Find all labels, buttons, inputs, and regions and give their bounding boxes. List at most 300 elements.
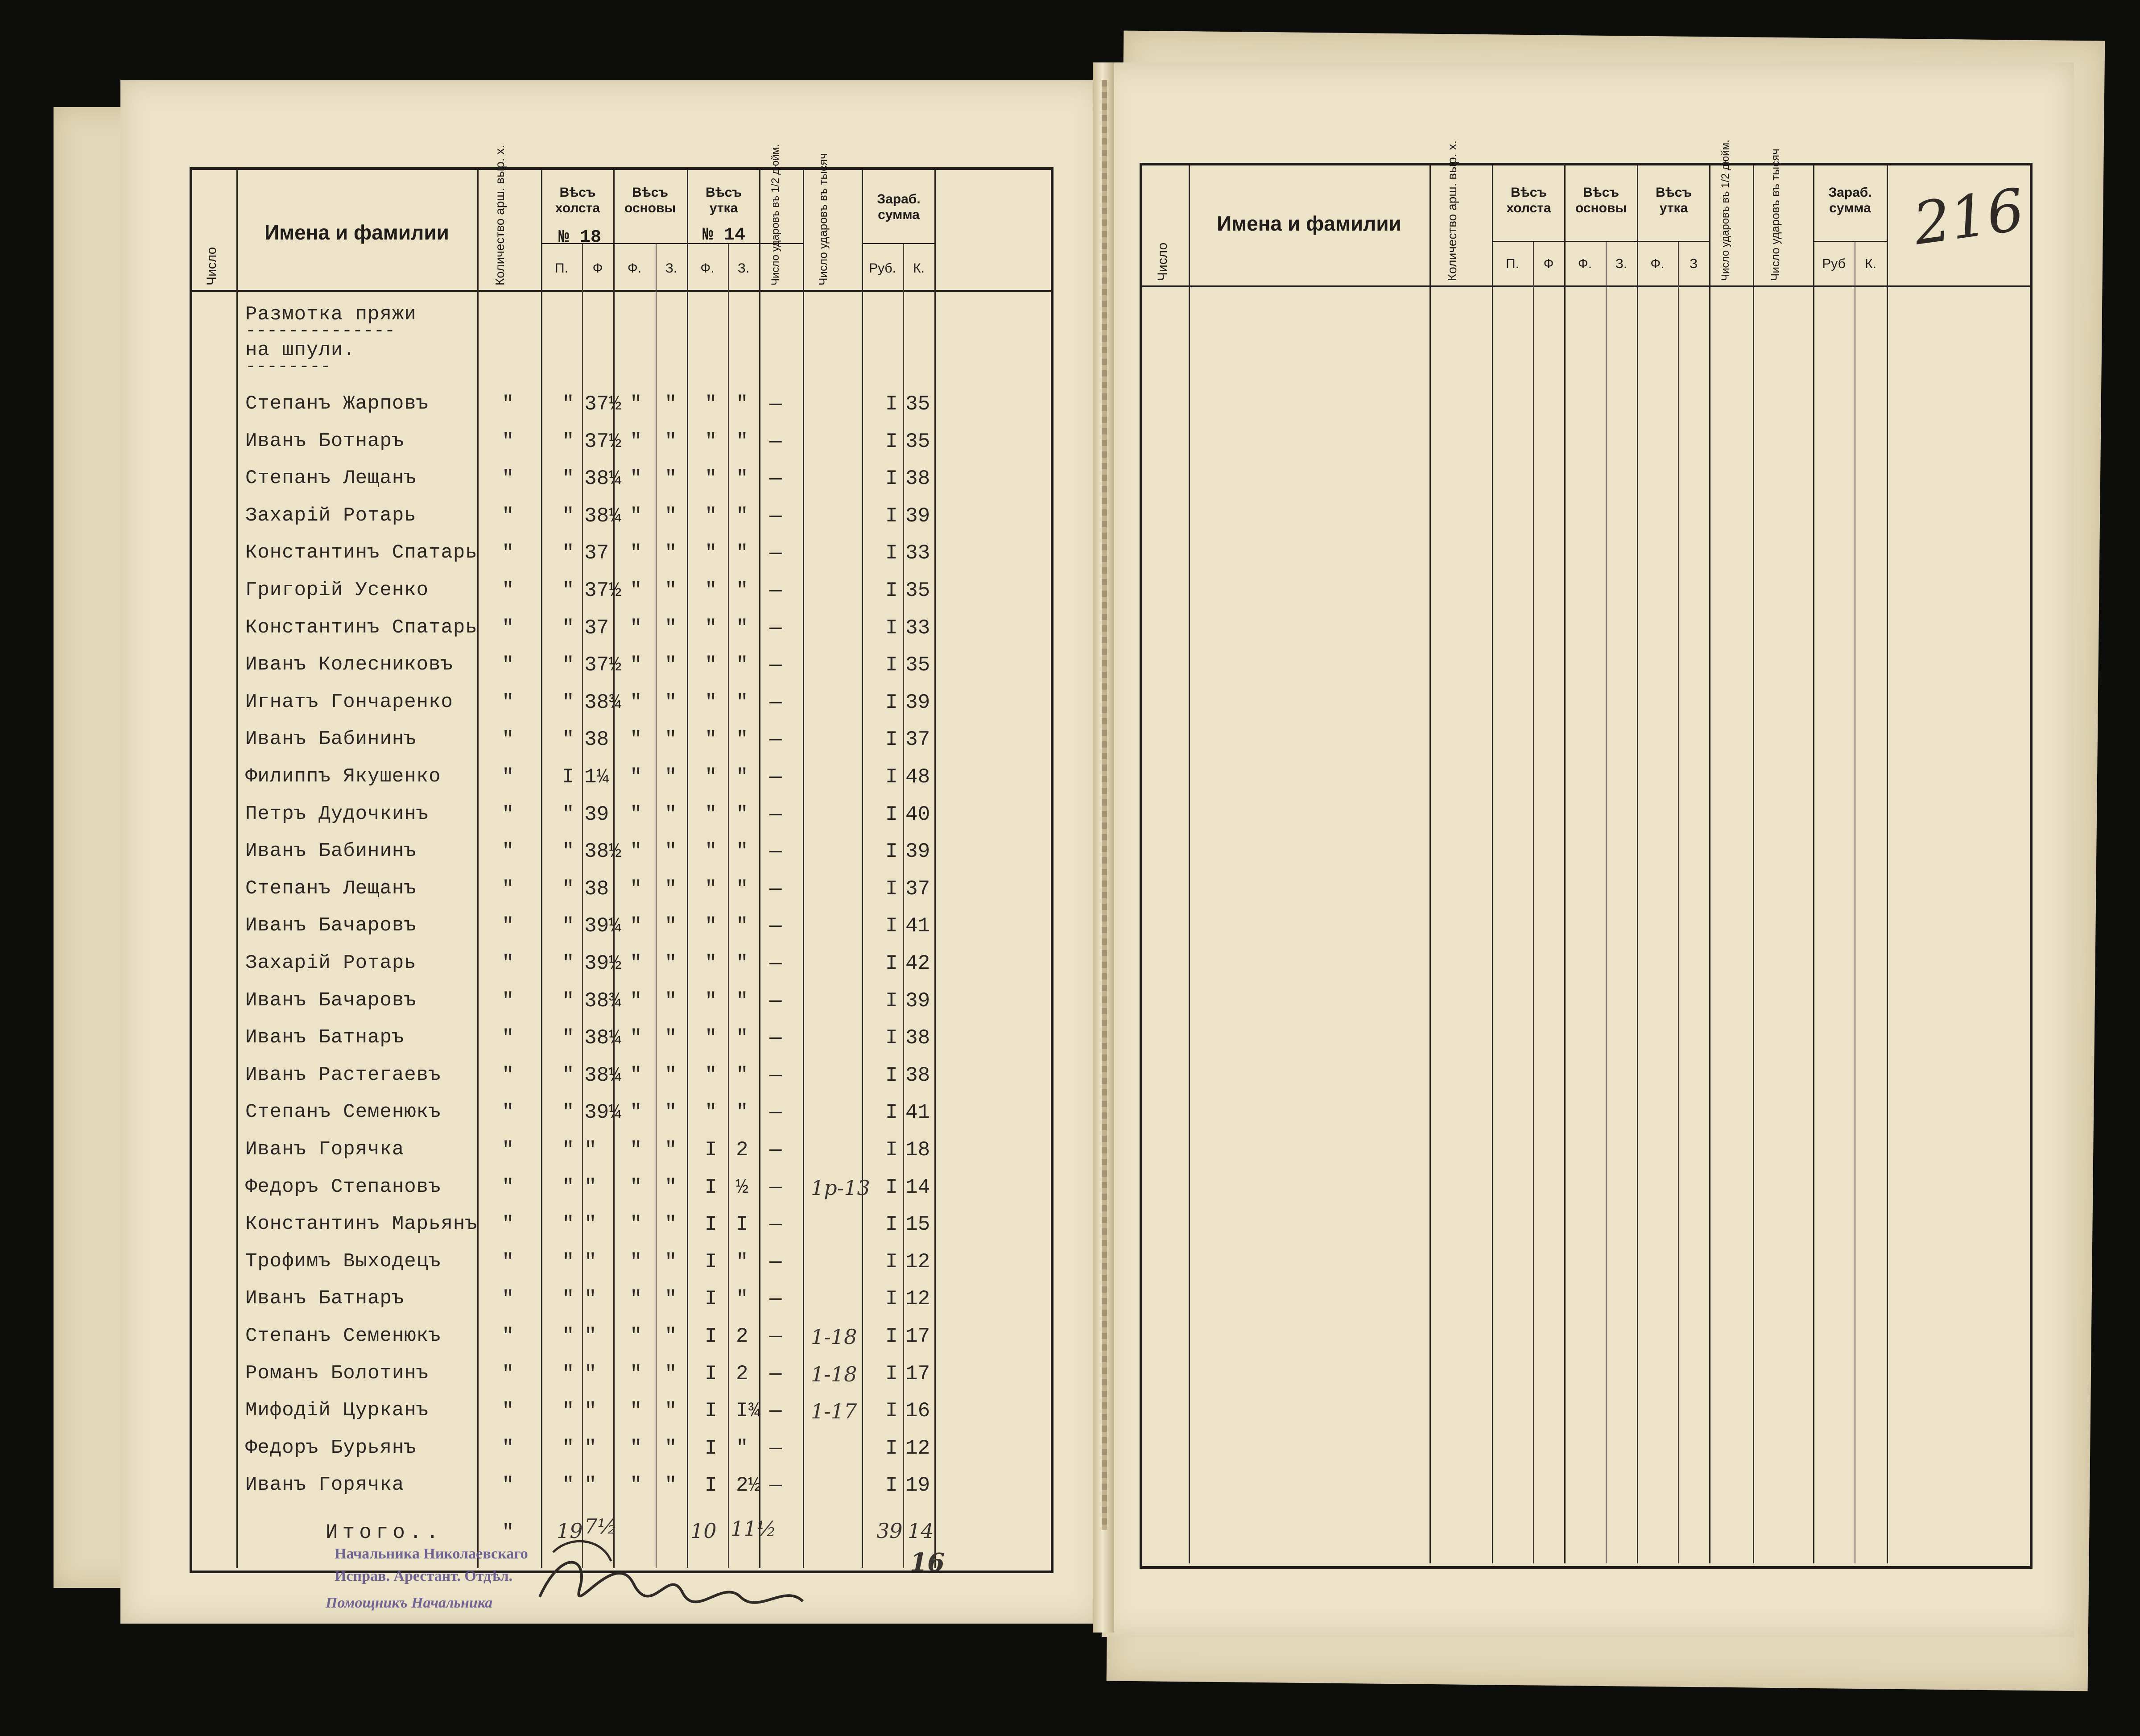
signature-scribble	[535, 1530, 812, 1628]
right-col-line	[1813, 165, 1814, 1563]
row-rub: I	[885, 765, 898, 789]
row-f3: "	[705, 877, 717, 901]
row-p: "	[562, 728, 574, 752]
row-half: —	[769, 1101, 782, 1124]
row-f3: I	[705, 1474, 717, 1497]
row-qty: "	[502, 1063, 514, 1087]
left-sub-z1: З.	[665, 261, 678, 276]
row-f3: "	[705, 430, 717, 453]
right-sub-p: П.	[1506, 256, 1519, 271]
row-f: "	[584, 1250, 597, 1273]
row-p: "	[562, 802, 574, 826]
row-z2: "	[736, 802, 748, 826]
row-f3: I	[705, 1250, 717, 1273]
row-qty: "	[502, 1250, 514, 1273]
row-qty: "	[502, 989, 514, 1013]
row-qty: "	[502, 914, 514, 938]
office-stamp-line1: Начальника Николаевскаго	[335, 1546, 528, 1562]
row-qty: "	[502, 1026, 514, 1050]
row-z: "	[665, 616, 677, 640]
left-header-warp-weight: Вѣсъ основы	[624, 185, 676, 215]
right-col-line	[1678, 241, 1679, 1563]
row-z: "	[665, 802, 677, 826]
row-f2: "	[630, 914, 642, 938]
row-z: "	[665, 1101, 677, 1124]
row-kop: 16	[905, 1399, 930, 1423]
row-qty: "	[502, 430, 514, 453]
total-qty: "	[502, 1521, 514, 1544]
row-p: "	[562, 952, 574, 975]
right-header-warp-weight: Вѣсъ основы	[1575, 185, 1627, 215]
row-name: Петръ Дудочкинъ	[245, 802, 429, 825]
row-half: —	[769, 1325, 782, 1348]
row-rub: I	[885, 877, 898, 901]
row-half: —	[769, 1436, 782, 1460]
row-rub: I	[885, 728, 898, 752]
row-f3: "	[705, 952, 717, 975]
row-f2: "	[630, 504, 642, 528]
row-f2: "	[630, 952, 642, 975]
row-f3: "	[705, 467, 717, 491]
left-sub-k: К.	[913, 261, 925, 276]
row-z: "	[665, 690, 677, 714]
row-z2: "	[736, 1063, 748, 1087]
total-kop: 14	[908, 1519, 934, 1543]
row-half: —	[769, 1213, 782, 1236]
binding-thread	[1102, 80, 1107, 1530]
right-col-line	[1492, 165, 1493, 1563]
row-kop: 17	[905, 1362, 930, 1385]
row-p: "	[562, 840, 574, 864]
row-f3: "	[705, 914, 717, 938]
left-header-weft-weight: Вѣсъ утка	[706, 185, 742, 215]
row-name: Игнатъ Гончаренко	[245, 690, 453, 713]
row-z2: "	[736, 690, 748, 714]
total-f3: 10	[690, 1519, 717, 1543]
row-qty: "	[502, 802, 514, 826]
row-f3: "	[705, 690, 717, 714]
row-name: Филиппъ Якушенко	[245, 765, 441, 788]
row-z: "	[665, 952, 677, 975]
right-sub-f3: Ф.	[1650, 256, 1665, 271]
row-f2: "	[630, 579, 642, 602]
row-name: Иванъ Батнаръ	[245, 1026, 405, 1049]
row-rub: I	[885, 1175, 898, 1199]
row-f3: "	[705, 393, 717, 416]
right-col-line	[1564, 165, 1566, 1563]
row-f3: "	[705, 840, 717, 864]
row-f2: "	[630, 393, 642, 416]
row-name: Степанъ Жарповъ	[245, 393, 429, 415]
row-half: —	[769, 840, 782, 864]
row-rub: I	[885, 1063, 898, 1087]
right-col-line	[1637, 165, 1638, 1563]
row-name: Степанъ Лещанъ	[245, 467, 417, 490]
row-f2: "	[630, 467, 642, 491]
row-half: —	[769, 1474, 782, 1497]
row-p: "	[562, 616, 574, 640]
row-half: —	[769, 1362, 782, 1385]
row-f: 38¾	[584, 690, 621, 714]
row-half: —	[769, 541, 782, 565]
row-f3: I	[705, 1175, 717, 1199]
right-col-line	[1189, 165, 1190, 1563]
row-kop: 38	[905, 1026, 930, 1050]
row-kop: 12	[905, 1436, 930, 1460]
row-qty: "	[502, 467, 514, 491]
row-half: —	[769, 877, 782, 901]
row-kop: 33	[905, 616, 930, 640]
right-table-frame	[1140, 163, 2033, 1569]
row-f3: I	[705, 1287, 717, 1311]
right-sub-rub: Руб	[1822, 256, 1846, 271]
row-p: "	[562, 1399, 574, 1423]
right-subheader-line	[1492, 241, 1710, 242]
left-sub-f1: Ф	[592, 261, 603, 276]
office-stamp-line2: Исправ. Арестант. Отдѣл.	[335, 1568, 513, 1584]
left-col-line	[759, 170, 760, 1568]
row-rub: I	[885, 1213, 898, 1236]
left-col-line	[903, 243, 904, 1568]
row-half: —	[769, 430, 782, 453]
row-half: —	[769, 989, 782, 1013]
row-f3: "	[705, 1063, 717, 1087]
row-z2: "	[736, 1101, 748, 1124]
row-f: 37½	[584, 393, 621, 416]
row-f2: "	[630, 1063, 642, 1087]
row-name: Иванъ Батнаръ	[245, 1287, 405, 1310]
right-header-divider	[1140, 285, 2030, 287]
row-z2: 2	[736, 1362, 748, 1385]
row-z: "	[665, 504, 677, 528]
row-z: "	[665, 430, 677, 453]
section-title-dashes: --------------	[245, 321, 396, 341]
row-rub: I	[885, 1138, 898, 1161]
right-header-quantity: Количество арш. выр. х.	[1445, 140, 1459, 281]
row-half: —	[769, 504, 782, 528]
row-kop: 12	[905, 1250, 930, 1273]
row-f3: I	[705, 1399, 717, 1423]
row-half: —	[769, 728, 782, 752]
row-kop: 35	[905, 393, 930, 416]
row-half: —	[769, 1026, 782, 1050]
row-f2: "	[630, 1399, 642, 1423]
row-kop: 18	[905, 1138, 930, 1161]
right-header-weft-weight: Вѣсъ утка	[1656, 185, 1692, 215]
row-half: —	[769, 952, 782, 975]
left-col-line	[656, 243, 657, 1568]
row-rub: I	[885, 840, 898, 864]
row-z: "	[665, 1250, 677, 1273]
row-f2: "	[630, 1287, 642, 1311]
row-z2: "	[736, 541, 748, 565]
row-qty: "	[502, 653, 514, 677]
row-name: Захарiй Ротарь	[245, 504, 417, 527]
row-kop: 37	[905, 877, 930, 901]
row-name: Иванъ Горячка	[245, 1138, 405, 1161]
left-header-strikes-thousand: Число ударовъ въ тысяч	[816, 153, 830, 285]
total-f: 7½	[584, 1514, 617, 1538]
row-rub: I	[885, 1436, 898, 1460]
row-rub: I	[885, 690, 898, 714]
row-p: "	[562, 1175, 574, 1199]
row-rub: I	[885, 989, 898, 1013]
row-f: "	[584, 1213, 597, 1236]
row-f3: I	[705, 1362, 717, 1385]
row-f: 37	[584, 616, 609, 640]
row-kop: 37	[905, 728, 930, 752]
row-qty: "	[502, 1325, 514, 1348]
row-f: 37½	[584, 579, 621, 602]
row-z2: "	[736, 765, 748, 789]
total-z2: 11½	[731, 1517, 777, 1541]
row-qty: "	[502, 1399, 514, 1423]
row-p: "	[562, 504, 574, 528]
row-f: 39¼	[584, 914, 621, 938]
row-p: "	[562, 1436, 574, 1460]
left-col-line	[613, 170, 615, 1568]
row-qty: "	[502, 616, 514, 640]
row-thousand: 1р-13	[811, 1175, 870, 1200]
row-z: "	[665, 653, 677, 677]
left-header-strikes-half: Число ударовъ въ 1/2 дюйм.	[769, 144, 781, 285]
row-kop: 35	[905, 653, 930, 677]
row-rub: I	[885, 541, 898, 565]
left-sub-rub: Руб.	[869, 261, 896, 276]
row-kop: 48	[905, 765, 930, 789]
left-sub-f3: Ф.	[700, 261, 715, 276]
row-z2: "	[736, 840, 748, 864]
row-z: "	[665, 1138, 677, 1161]
row-z2: "	[736, 989, 748, 1013]
right-col-line	[1753, 165, 1754, 1563]
left-header-earned-sum: Зараб. сумма	[877, 192, 921, 222]
row-z: "	[665, 728, 677, 752]
left-col-line	[582, 243, 583, 1568]
row-f: 38½	[584, 840, 621, 864]
row-f2: "	[630, 1175, 642, 1199]
right-col-line	[1709, 165, 1710, 1563]
row-f2: "	[630, 1250, 642, 1273]
row-z2: "	[736, 914, 748, 938]
row-kop: 15	[905, 1213, 930, 1236]
right-header-number: Число	[1155, 242, 1170, 281]
row-f: 39½	[584, 952, 621, 975]
row-z2: "	[736, 579, 748, 602]
row-p: "	[562, 989, 574, 1013]
row-kop: 14	[905, 1175, 930, 1199]
row-p: "	[562, 1101, 574, 1124]
row-name: Степанъ Лещанъ	[245, 877, 417, 900]
row-z: "	[665, 765, 677, 789]
left-col-line	[477, 170, 479, 1568]
left-col-line	[934, 170, 936, 1568]
row-rub: I	[885, 616, 898, 640]
total-rub: 39	[876, 1519, 903, 1543]
section-title-dashes: --------	[245, 357, 331, 377]
row-f2: "	[630, 690, 642, 714]
row-qty: "	[502, 579, 514, 602]
row-f3: I	[705, 1138, 717, 1161]
row-name: Иванъ Колесниковъ	[245, 653, 453, 676]
row-name: Иванъ Бачаровъ	[245, 989, 417, 1012]
row-z: "	[665, 1026, 677, 1050]
row-f: "	[584, 1325, 597, 1348]
right-col-line	[1429, 165, 1431, 1563]
row-z: "	[665, 1362, 677, 1385]
row-p: "	[562, 1026, 574, 1050]
row-rub: I	[885, 1325, 898, 1348]
row-z2: "	[736, 952, 748, 975]
row-f: 37	[584, 541, 609, 565]
row-z: "	[665, 1436, 677, 1460]
row-f3: I	[705, 1325, 717, 1348]
left-col-line	[541, 170, 542, 1568]
row-rub: I	[885, 1250, 898, 1273]
row-z: "	[665, 840, 677, 864]
row-rub: I	[885, 393, 898, 416]
row-name: Иванъ Горячка	[245, 1474, 405, 1496]
row-rub: I	[885, 1026, 898, 1050]
row-qty: "	[502, 952, 514, 975]
row-thousand: 1-17	[811, 1399, 857, 1424]
row-z2: "	[736, 616, 748, 640]
right-header-strikes-thousand: Число ударовъ въ тысяч	[1768, 149, 1782, 281]
row-z2: 2	[736, 1138, 748, 1161]
row-rub: I	[885, 952, 898, 975]
row-p: "	[562, 1362, 574, 1385]
row-rub: I	[885, 579, 898, 602]
row-z2: I	[736, 1213, 748, 1236]
row-f2: "	[630, 1325, 642, 1348]
row-z2: "	[736, 504, 748, 528]
row-f2: "	[630, 840, 642, 864]
right-sub-f2: Ф.	[1578, 256, 1592, 271]
row-z2: "	[736, 430, 748, 453]
row-p: "	[562, 393, 574, 416]
row-rub: I	[885, 504, 898, 528]
row-z2: 2	[736, 1325, 748, 1348]
row-f: 38¼	[584, 1026, 621, 1050]
row-f2: "	[630, 765, 642, 789]
row-qty: "	[502, 393, 514, 416]
left-col-line	[236, 170, 238, 1568]
row-kop: 39	[905, 504, 930, 528]
right-sub-z1: З.	[1615, 256, 1628, 271]
total-label: Итого..	[326, 1521, 443, 1544]
row-half: —	[769, 579, 782, 602]
right-col-line	[1887, 165, 1888, 1563]
row-kop: 35	[905, 430, 930, 453]
row-f: 1¼	[584, 765, 609, 789]
row-qty: "	[502, 1362, 514, 1385]
row-f: 37½	[584, 653, 621, 677]
row-f2: "	[630, 802, 642, 826]
left-header-weft-no: № 14	[702, 225, 745, 245]
row-f2: "	[630, 430, 642, 453]
row-name: Степанъ Семенюкъ	[245, 1325, 441, 1347]
right-sub-z2: З	[1689, 256, 1698, 271]
row-f2: "	[630, 989, 642, 1013]
row-f: "	[584, 1138, 597, 1161]
row-qty: "	[502, 541, 514, 565]
row-qty: "	[502, 1138, 514, 1161]
row-half: —	[769, 1063, 782, 1087]
row-z2: I¾	[736, 1399, 761, 1423]
row-f: 38¾	[584, 989, 621, 1013]
row-rub: I	[885, 1362, 898, 1385]
row-z: "	[665, 989, 677, 1013]
row-f3: "	[705, 504, 717, 528]
right-col-line	[1606, 241, 1607, 1563]
row-z: "	[665, 1213, 677, 1236]
section-title-line2: на шпули.	[245, 339, 355, 361]
row-f: 39	[584, 802, 609, 826]
row-f2: "	[630, 1213, 642, 1236]
row-half: —	[769, 393, 782, 416]
row-rub: I	[885, 653, 898, 677]
row-f3: "	[705, 653, 717, 677]
right-col-line	[1533, 241, 1534, 1563]
left-header-divider	[190, 290, 1051, 292]
row-half: —	[769, 690, 782, 714]
row-z: "	[665, 877, 677, 901]
page-number: 216	[1909, 175, 2028, 258]
row-z: "	[665, 467, 677, 491]
row-f3: "	[705, 765, 717, 789]
right-sub-k: К.	[1865, 256, 1876, 271]
row-half: —	[769, 1287, 782, 1311]
row-name: Федоръ Бурьянъ	[245, 1436, 417, 1459]
row-f3: "	[705, 1026, 717, 1050]
row-half: —	[769, 1399, 782, 1423]
row-name: Иванъ Растегаевъ	[245, 1063, 441, 1086]
row-z: "	[665, 914, 677, 938]
row-rub: I	[885, 430, 898, 453]
row-p: "	[562, 1287, 574, 1311]
row-qty: "	[502, 1287, 514, 1311]
row-f: 38¼	[584, 504, 621, 528]
row-kop: 38	[905, 1063, 930, 1087]
row-rub: I	[885, 1101, 898, 1124]
row-f: "	[584, 1362, 597, 1385]
row-qty: "	[502, 877, 514, 901]
row-name: Трофимъ Выходецъ	[245, 1250, 441, 1273]
row-f3: "	[705, 541, 717, 565]
row-f2: "	[630, 1138, 642, 1161]
row-z: "	[665, 579, 677, 602]
right-header-cloth-weight: Вѣсъ холста	[1506, 185, 1551, 215]
row-f3: I	[705, 1436, 717, 1460]
row-kop: 42	[905, 952, 930, 975]
row-name: Григорiй Усенко	[245, 579, 429, 601]
row-half: —	[769, 1250, 782, 1273]
row-name: Иванъ Ботнаръ	[245, 430, 405, 452]
row-f: 39¼	[584, 1101, 621, 1124]
total-p: 19	[557, 1519, 583, 1543]
row-f2: "	[630, 616, 642, 640]
row-f: 38¼	[584, 467, 621, 491]
row-z2: 2½	[736, 1474, 761, 1497]
office-stamp-line3: Помощникъ Начальника	[326, 1595, 493, 1611]
row-name: Захарiй Ротарь	[245, 952, 417, 974]
row-p: I	[562, 765, 574, 789]
row-f: "	[584, 1474, 597, 1497]
row-name: Иванъ Бабининъ	[245, 728, 417, 751]
row-name: Константинъ Спатарь	[245, 541, 478, 564]
row-kop: 19	[905, 1474, 930, 1497]
row-rub: I	[885, 914, 898, 938]
